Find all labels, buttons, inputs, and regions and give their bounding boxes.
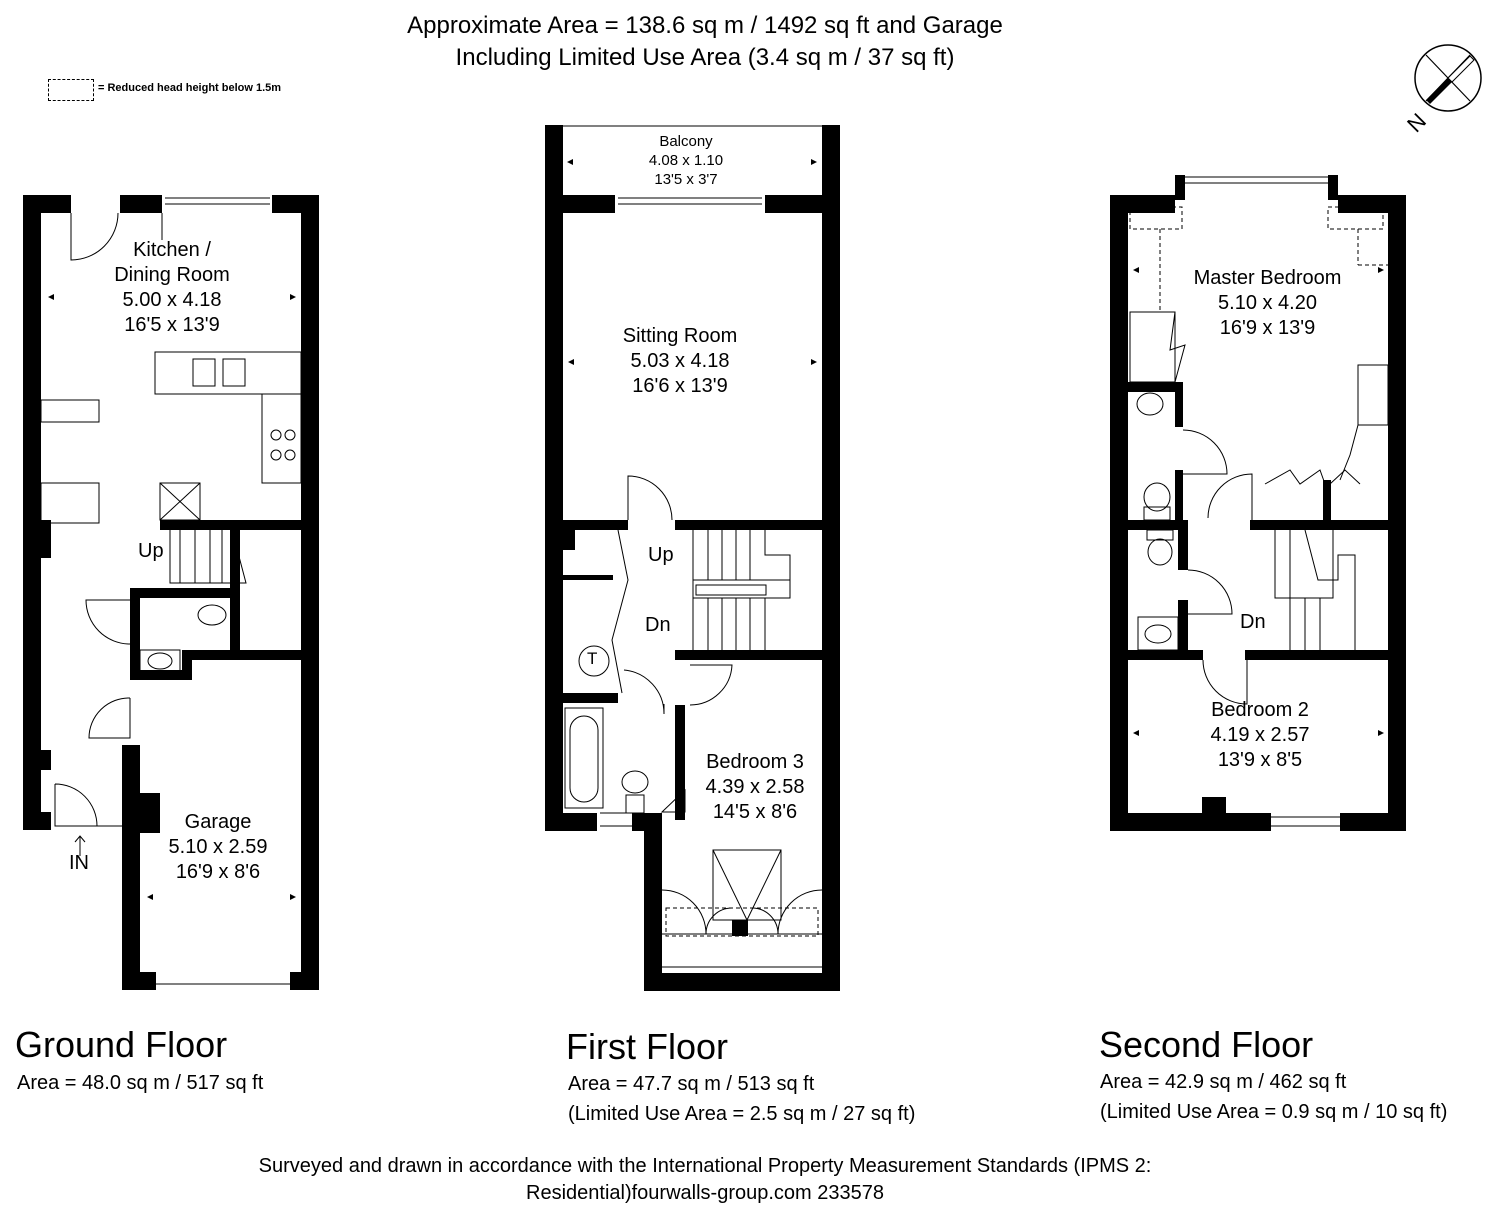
room-name: Garage xyxy=(184,811,252,833)
master-bedroom-label xyxy=(1180,266,1355,341)
first-floor-title: First Floor xyxy=(566,1026,728,1067)
first-floor-limited-use-area: (Limited Use Area = 2.5 sq m / 27 sq ft) xyxy=(568,1103,916,1125)
water-tank-label: T xyxy=(587,649,598,668)
room-imperial-dimensions: 16'6 x 13'9 xyxy=(632,375,728,397)
room-imperial-dimensions: 16'9 x 13'9 xyxy=(1219,317,1316,339)
garage-label xyxy=(158,810,278,885)
first-floor-fittings xyxy=(563,126,822,967)
room-imperial-dimensions: 13'9 x 8'5 xyxy=(1217,749,1303,771)
second-floor-limited-use-area: (Limited Use Area = 0.9 sq m / 10 sq ft) xyxy=(1100,1101,1448,1123)
room-name-line-2: Dining Room xyxy=(114,264,230,286)
room-metric-dimensions: 5.10 x 2.59 xyxy=(168,836,268,858)
room-name: Bedroom 2 xyxy=(1211,699,1309,721)
ground-floor-stairs-up-label: Up xyxy=(138,540,164,562)
first-floor-stairs-up-label: Up xyxy=(648,544,674,566)
second-floor-stairs-down-label: Dn xyxy=(1240,611,1266,633)
kitchen-dining-room-label xyxy=(112,238,232,338)
sitting-room-label xyxy=(610,324,750,399)
bedroom-2-label xyxy=(1195,698,1325,773)
room-metric-dimensions: 5.10 x 4.20 xyxy=(1218,292,1317,314)
room-metric-dimensions: 5.00 x 4.18 xyxy=(122,289,222,311)
bedroom-3-label xyxy=(690,750,820,825)
room-name: Master Bedroom xyxy=(1193,267,1342,289)
room-name: Kitchen / xyxy=(133,239,211,261)
room-metric-dimensions: 4.08 x 1.10 xyxy=(648,152,724,169)
room-metric-dimensions: 4.39 x 2.58 xyxy=(705,776,805,798)
first-floor-area: Area = 47.7 sq m / 513 sq ft xyxy=(568,1073,815,1095)
balcony-label xyxy=(636,132,736,189)
compass-north-label: N xyxy=(1402,108,1432,138)
first-floor-stairs-down-label: Dn xyxy=(645,614,671,636)
reduced-head-height-legend-text: = Reduced head height below 1.5m xyxy=(98,82,282,94)
footer-line-1: Surveyed and drawn in accordance with the International Property Measurement Standards (IPMS 2: xyxy=(258,1155,1152,1177)
room-imperial-dimensions: 16'9 x 8'6 xyxy=(175,861,261,883)
room-imperial-dimensions: 13'5 x 3'7 xyxy=(654,171,718,188)
second-floor-area: Area = 42.9 sq m / 462 sq ft xyxy=(1100,1071,1347,1093)
entrance-label: IN xyxy=(69,852,89,874)
footer-line-2: Residential)fourwalls-group.com 233578 xyxy=(526,1182,884,1204)
room-imperial-dimensions: 16'5 x 13'9 xyxy=(124,314,220,336)
ground-floor-title: Ground Floor xyxy=(15,1024,228,1065)
room-metric-dimensions: 5.03 x 4.18 xyxy=(630,350,730,372)
room-name: Balcony xyxy=(659,133,713,150)
room-name: Sitting Room xyxy=(622,325,738,347)
room-metric-dimensions: 4.19 x 2.57 xyxy=(1210,724,1310,746)
room-imperial-dimensions: 14'5 x 8'6 xyxy=(712,801,798,823)
ground-floor-area: Area = 48.0 sq m / 517 sq ft xyxy=(17,1072,264,1094)
area-summary-line-1: Approximate Area = 138.6 sq m / 1492 sq ft and Garage xyxy=(407,12,1003,39)
second-floor-title: Second Floor xyxy=(1099,1024,1314,1065)
room-name: Bedroom 3 xyxy=(706,751,804,773)
area-summary-line-2: Including Limited Use Area (3.4 sq m / 37 sq ft) xyxy=(455,44,955,71)
survey-credit-footer xyxy=(0,1153,1410,1207)
